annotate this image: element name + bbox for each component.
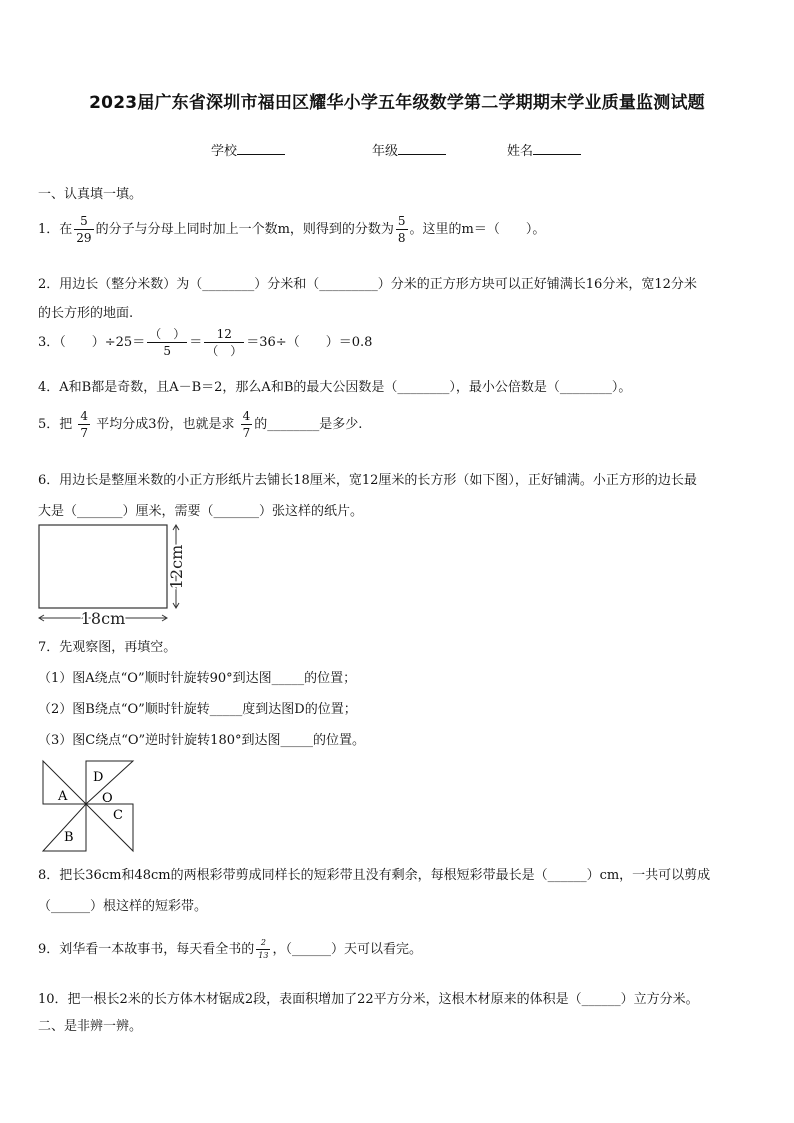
label-o: O — [102, 791, 113, 806]
question-9: 9．刘华看一本故事书，每天看全书的 $\frac{2}{13}$ ，（______）天可以看完。 — [38, 938, 422, 960]
question-8-line-1: 8．把长36cm和48cm的两根彩带剪成同样长的短彩带且没有剩余，每根短彩带最长是（______）cm，一共可以剪成 — [38, 868, 711, 883]
question-1: 1．在 $\frac{5}{29}$ 的分子与分母上同时加上一个数m，则得到的分数为 $\frac{5}{8}$ 。这里的m＝（ ）。 — [38, 214, 546, 245]
question-7-sub-2: （2）图B绕点“O”顺时针旋转_____度到达图D的位置； — [38, 702, 357, 717]
fraction: $\frac{5}{29}$ — [76, 214, 92, 245]
question-8-line-2: （______）根这样的短彩带。 — [38, 899, 208, 914]
question-6-line-2: 大是（_______）厘米，需要（_______）张这样的纸片。 — [38, 504, 364, 519]
pinwheel-figure — [40, 758, 136, 854]
label-a: A — [58, 789, 68, 804]
triangle-c — [86, 804, 133, 851]
fraction: $\frac{( )}{5}$ — [149, 327, 186, 358]
question-5: 5．把 $\frac{4}{7}$ 平均分成3份，也就是求 $\frac{4}{7}$ 的________是多少. — [38, 409, 363, 440]
fraction: $\frac{2}{13}$ — [258, 938, 269, 960]
question-7-sub-3: （3）图C绕点“O”逆时针旋转180°到达图_____的位置。 — [38, 733, 365, 748]
question-4: 4．A和B都是奇数，且A－B＝2，那么A和B的最大公因数是（________），最小公倍数是（________）。 — [38, 380, 632, 395]
school-field — [211, 140, 285, 159]
question-7-title: 7．先观察图，再填空。 — [38, 640, 177, 655]
label-c: C — [113, 808, 123, 823]
question-2-line-1: 2．用边长（整分米数）为（________）分米和（_________）分米的正方形方块可以正好铺满长16分米，宽12分米 — [38, 277, 697, 292]
label-b: B — [64, 830, 74, 845]
name-blank — [533, 142, 581, 155]
question-3: 3．（ ）÷25＝ $\frac{( )}{5}$ ＝ $\frac{12}{( )}$ ＝36÷（ ）＝0.8 — [38, 327, 373, 358]
section-heading-true-false: 二、是非辨一辨。 — [38, 1019, 143, 1034]
grade-label: 年级 — [372, 144, 399, 159]
rectangle — [39, 525, 167, 608]
fraction: $\frac{4}{7}$ — [80, 409, 89, 440]
fraction: $\frac{5}{8}$ — [397, 214, 406, 245]
question-10: 10．把一根长2米的长方体木材锯成2段，表面积增加了22平方分米，这根木材原来的体积是（______）立方分米。 — [38, 992, 699, 1007]
name-field — [507, 140, 581, 159]
name-label: 姓名 — [507, 144, 534, 159]
grade-blank — [398, 142, 446, 155]
fraction: $\frac{4}{7}$ — [242, 409, 251, 440]
fraction: $\frac{12}{( )}$ — [206, 327, 243, 358]
question-2-line-2: 的长方形的地面. — [38, 306, 134, 321]
width-label: 18cm — [80, 609, 126, 628]
question-6-line-1: 6．用边长是整厘米数的小正方形纸片去铺长18厘米，宽12厘米的长方形（如下图），正好铺满。小正方形的边长最 — [38, 473, 697, 488]
label-d: D — [93, 770, 104, 785]
grade-field — [372, 140, 446, 159]
question-7-sub-1: （1）图A绕点“O”顺时针旋转90°到达图_____的位置； — [38, 671, 357, 686]
school-blank — [237, 142, 285, 155]
school-label: 学校 — [211, 144, 238, 159]
section-heading-fill: 一、认真填一填。 — [38, 187, 143, 202]
page-title: 2023届广东省深圳市福田区耀华小学五年级数学第二学期期末学业质量监测试题 — [89, 93, 705, 113]
height-label: 12cm — [167, 544, 186, 590]
rectangle-figure — [34, 520, 194, 630]
